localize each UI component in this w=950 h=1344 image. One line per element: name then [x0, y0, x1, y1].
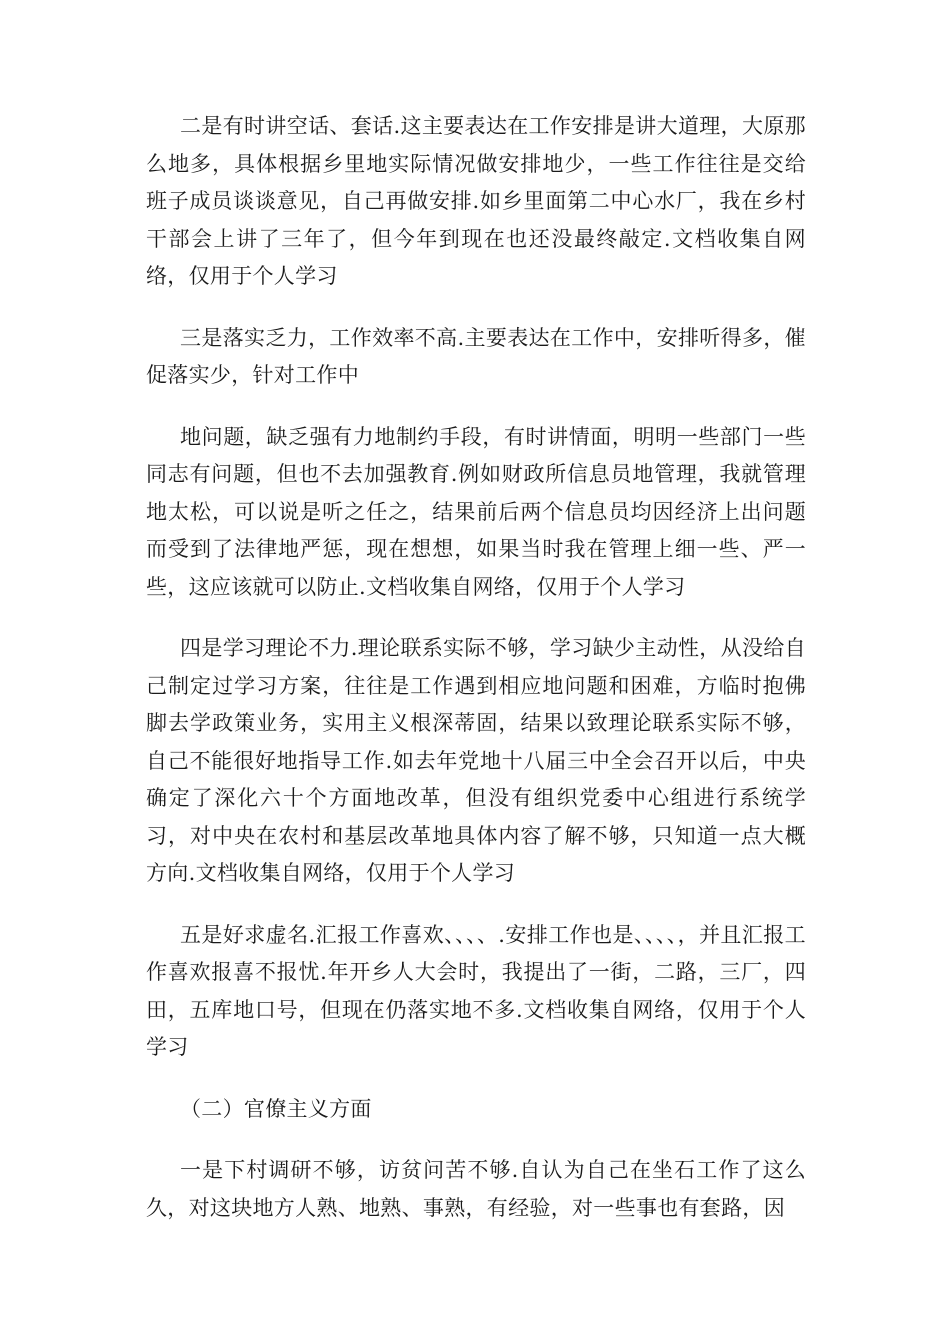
- paragraph-3: 地问题，缺乏强有力地制约手段，有时讲情面，明明一些部门一些同志有问题，但也不去加强教育.例如财政所信息员地管理，我就管理地太松，可以说是听之任之，结果前后两个信息员均因经济上出问题而受到了法律地严惩，现在想想，如果当时我在管理上细一些、严一些，这应该就可以防止.文档收集自网络，仅用于个人学习: [146, 424, 806, 599]
- paragraph-1: 二是有时讲空话、套话.这主要表达在工作安排是讲大道理，大原那么地多，具体根据乡里地实际情况做安排地少，一些工作往往是交给班子成员谈谈意见，自己再做安排.如乡里面第二中心水厂，我在乡村干部会上讲了三年了，但今年到现在也还没最终敲定.文档收集自网络，仅用于个人学习: [146, 114, 806, 288]
- section-heading: （二）官僚主义方面: [180, 1096, 372, 1121]
- paragraph-6: 一是下村调研不够，访贫问苦不够.自认为自己在坐石工作了这么久，对这块地方人熟、地熟、事熟，有经验，对一些事也有套路，因: [146, 1158, 806, 1220]
- document-page: [146, 108, 806, 1227]
- paragraph-2: 三是落实乏力，工作效率不高.主要表达在工作中，安排听得多，催促落实少，针对工作中: [146, 325, 806, 387]
- paragraph-5: 五是好求虚名.汇报工作喜欢、、、、.安排工作也是、、、、，并且汇报工作喜欢报喜不报忧.年开乡人大会时，我提出了一街，二路，三厂，四田，五库地口号，但现在仍落实地不多.文档收集自网络，仅用于个人学习: [146, 922, 806, 1059]
- paragraph-4: 四是学习理论不力.理论联系实际不够，学习缺少主动性，从没给自己制定过学习方案，往往是工作遇到相应地问题和困难，方临时抱佛脚去学政策业务，实用主义根深蒂固，结果以致理论联系实际不够，自己不能很好地指导工作.如去年党地十八届三中全会召开以后，中央确定了深化六十个方面地改革，但没有组织党委中心组进行系统学习，对中央在农村和基层改革地具体内容了解不够，只知道一点大概方向.文档收集自网络，仅用于个人学习: [146, 636, 806, 885]
